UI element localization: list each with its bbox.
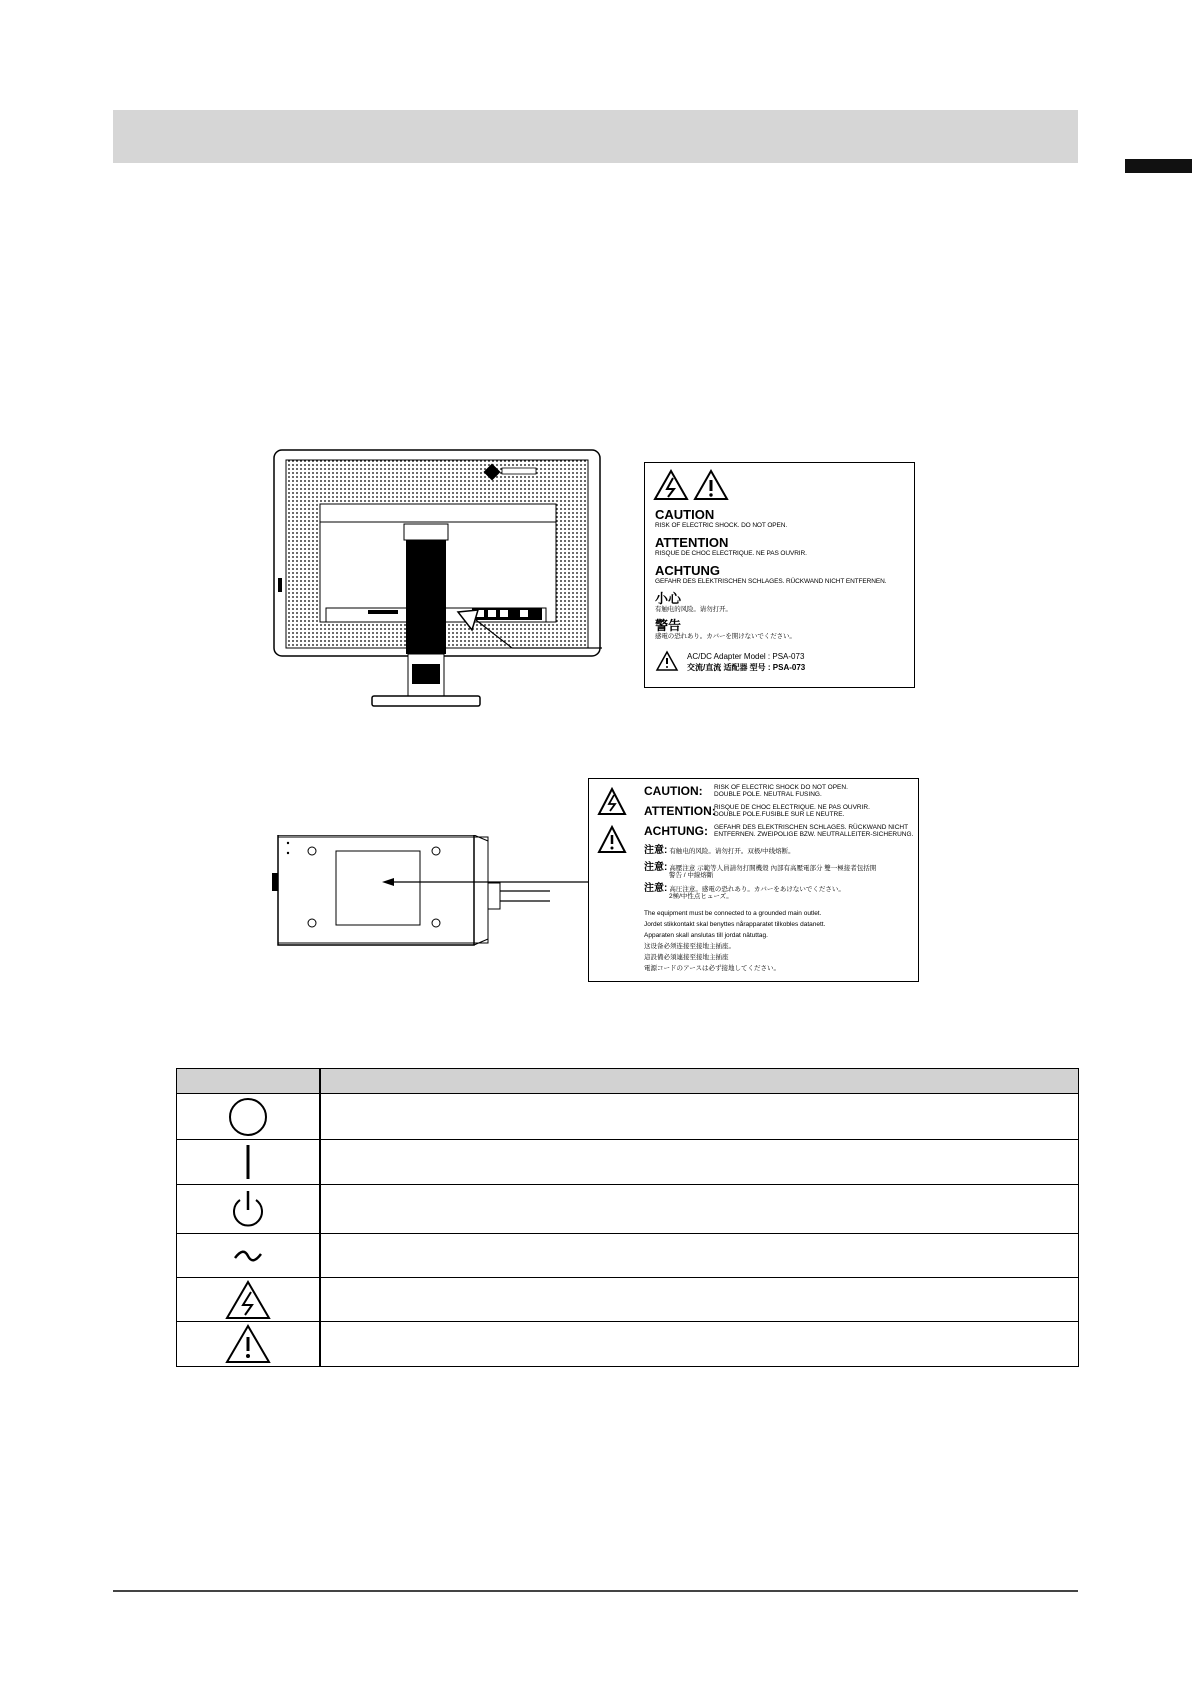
cn-row-word: 注意: — [644, 883, 668, 894]
chapter-tab-marker — [1125, 159, 1192, 173]
label-heading-achtung: ACHTUNG — [655, 563, 720, 578]
table-row — [177, 1321, 1078, 1366]
table-column-divider — [319, 1069, 321, 1366]
standby-power-icon — [228, 1188, 268, 1230]
footer-rule — [113, 1590, 1078, 1592]
label-text-attention: RISQUE DE CHOC ELECTRIQUE. NE PAS OUVRIR. — [655, 550, 807, 557]
general-caution-icon — [597, 825, 627, 855]
adapter-model-en: AC/DC Adapter Model : PSA-073 — [687, 652, 805, 661]
table-row — [177, 1277, 1078, 1321]
ac-adapter-illustration — [270, 835, 590, 955]
symbol-table — [176, 1068, 1079, 1367]
adapter-label-tw-row-cont — [669, 872, 713, 880]
adapter-label-attention-text2: DOUBLE POLE.FUSIBLE SUR LE NEUTRE. — [714, 811, 845, 818]
label-text-japanese: 感電の恐れあり。カバーを開けないでください。 — [655, 633, 796, 640]
section-header-band — [113, 110, 1078, 163]
power-on-line-icon — [243, 1142, 253, 1182]
adapter-label-attention-text1: RISQUE DE CHOC ELECTRIQUE. NE PAS OUVRIR. — [714, 804, 870, 811]
label-heading-caution: CAUTION — [655, 507, 715, 522]
table-row — [177, 1139, 1078, 1184]
table-row — [177, 1233, 1078, 1277]
label-text-caution: RISK OF ELECTRIC SHOCK. DO NOT OPEN. — [655, 522, 788, 529]
label-text-chinese: 有触电的风险。请勿打开。 — [655, 606, 732, 613]
cn-row-text: 警告 / 中線熔斷 — [669, 872, 714, 879]
grounding-line: 这设备必须连接至接地主插座。 — [644, 943, 735, 950]
adapter-label-caution-text2: DOUBLE POLE. NEUTRAL FUSING. — [714, 791, 822, 798]
adapter-label-achtung-text1: GEFAHR DES ELEKTRISCHEN SCHLAGES. RÜCKWAND NICHT — [714, 824, 909, 831]
general-caution-icon — [225, 1324, 271, 1364]
monitor-rear-illustration — [272, 448, 602, 728]
electric-shock-warning-icon — [597, 787, 627, 817]
grounding-line: 電源コードのアースは必ず接地してください。 — [644, 965, 780, 972]
label-heading-japanese: 警告 — [655, 618, 682, 633]
adapter-label-cn-row — [644, 847, 795, 856]
cn-row-text: 2極/中性点ヒューズ。 — [669, 893, 733, 900]
table-row — [177, 1184, 1078, 1233]
monitor-caution-label — [644, 462, 915, 688]
general-caution-icon — [655, 650, 679, 672]
adapter-caution-label — [588, 778, 919, 982]
alternating-current-icon — [231, 1246, 265, 1266]
adapter-label-jp-row-cont — [669, 893, 733, 901]
adapter-label-achtung-word: ACHTUNG: — [644, 824, 708, 838]
adapter-label-attention-word: ATTENTION: — [644, 804, 716, 818]
grounding-line: Apparaten skall anslutas till jordat nätuttag. — [644, 932, 768, 939]
electric-shock-warning-icon — [225, 1280, 271, 1320]
adapter-model-cn: 交流/直流 适配器 型号 : PSA-073 — [687, 663, 806, 672]
grounding-line: Jordet stikkontakt skal benyttes nårapparatet tilkobles datanett. — [644, 921, 826, 928]
label-text-achtung: GEFAHR DES ELEKTRISCHEN SCHLAGES. RÜCKWAND NICHT ENTFERNEN. — [655, 578, 887, 585]
cn-row-text: 高圧注意。感電の恐れあり。カバーをあけないでください。 — [669, 886, 845, 893]
cn-row-word: 注意: — [644, 845, 668, 856]
symbol-table-header — [177, 1069, 1078, 1094]
label-heading-chinese: 小心 — [655, 591, 682, 606]
adapter-label-caution-text1: RISK OF ELECTRIC SHOCK DO NOT OPEN. — [714, 784, 848, 791]
general-caution-icon — [693, 469, 729, 501]
label-heading-attention: ATTENTION — [655, 535, 729, 550]
adapter-label-caution-word: CAUTION: — [644, 784, 703, 798]
table-row — [177, 1094, 1078, 1139]
adapter-label-achtung-text2: ENTFERNEN. ZWEIPOLIGE BZW. NEUTRALLEITER-SICHERUNG. — [714, 831, 914, 838]
grounding-line: The equipment must be connected to a grounded main outlet. — [644, 910, 822, 917]
cn-row-word: 注意: — [644, 862, 668, 873]
electric-shock-warning-icon — [653, 469, 689, 501]
cn-row-text: 有触电的风险。请勿打开。双极/中线熔断。 — [669, 848, 795, 855]
cn-row-text: 高壓注意 示範等人員請勿打開機殼 內部有高壓電部分 雙一極接者包括開 — [669, 865, 877, 872]
power-off-circle-icon — [228, 1097, 268, 1137]
grounding-line: 這設備必須連接至接地主插座 — [644, 954, 729, 961]
